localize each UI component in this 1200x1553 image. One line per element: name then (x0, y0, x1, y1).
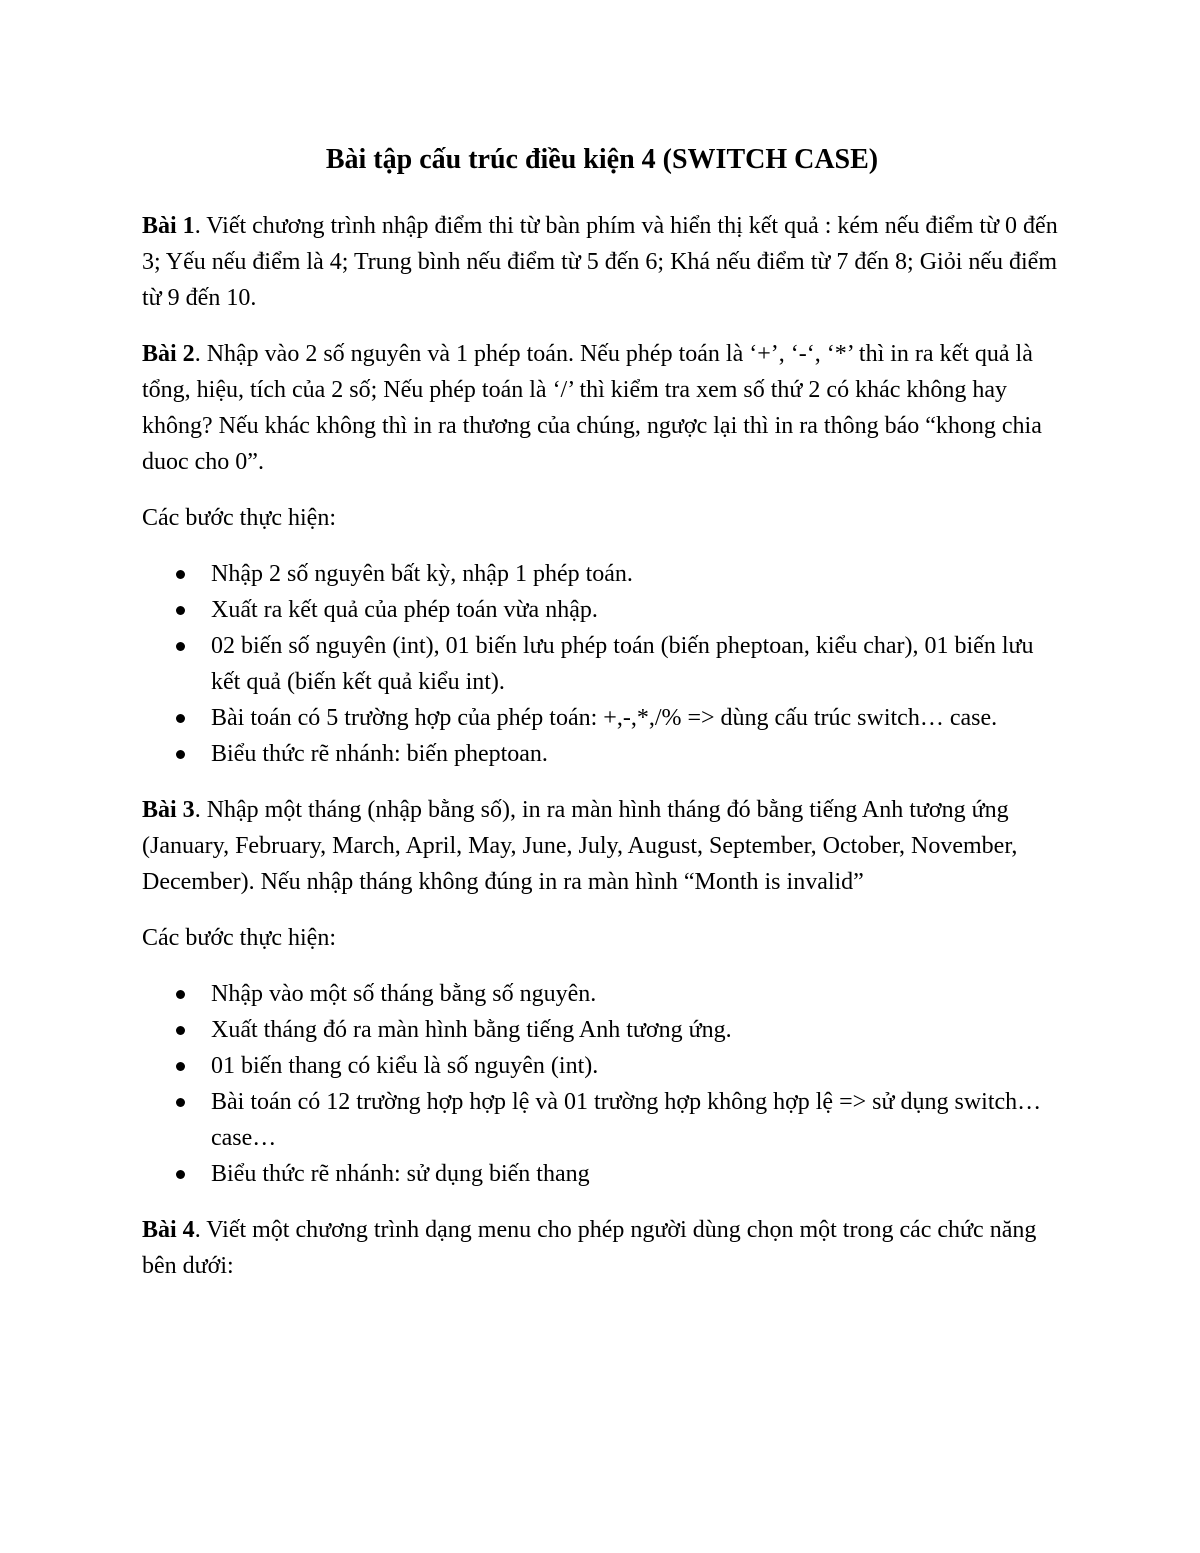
exercise-4-text: . Viết một chương trình dạng menu cho phép người dùng chọn một trong các chức năng bên dưới: (142, 1217, 1037, 1279)
bullet-icon (176, 1026, 185, 1035)
exercise-3-steps-heading: Các bước thực hiện: (142, 925, 336, 951)
list-item (142, 700, 1062, 736)
exercise-4 (142, 1212, 1062, 1284)
bullet-icon (176, 714, 185, 723)
bullet-icon (176, 750, 185, 759)
bullet-icon (176, 1098, 185, 1107)
exercise-3-steps-list (142, 976, 1062, 1192)
list-item-text: 02 biến số nguyên (int), 01 biến lưu phép toán (biến pheptoan, kiểu char), 01 biến lưu kết quả (biến kết quả kiểu int). (211, 633, 1034, 695)
exercise-2-label: Bài 2 (142, 341, 195, 367)
exercise-1-text: . Viết chương trình nhập điểm thi từ bàn phím và hiển thị kết quả : kém nếu điểm từ 0 đến 3; Yếu nếu điểm là 4; Trung bình nếu điểm từ 5 đến 6; Khá nếu điểm từ 7 đến 8; Giỏi nếu điểm từ 9 đến 10. (142, 213, 1058, 311)
list-item-text: Bài toán có 5 trường hợp của phép toán: +,-,*,/% => dùng cấu trúc switch… case. (211, 705, 998, 731)
list-item (142, 736, 1062, 772)
list-item (142, 592, 1062, 628)
exercise-1 (142, 208, 1062, 316)
list-item (142, 628, 1062, 700)
list-item-text: Nhập 2 số nguyên bất kỳ, nhập 1 phép toán. (211, 561, 633, 587)
page-title: Bài tập cấu trúc điều kiện 4 (SWITCH CASE) (325, 144, 879, 175)
list-item-text: Xuất ra kết quả của phép toán vừa nhập. (211, 597, 598, 623)
exercise-3-label: Bài 3 (142, 797, 195, 823)
exercise-2-steps-heading: Các bước thực hiện: (142, 505, 336, 531)
exercise-3-text: . Nhập một tháng (nhập bằng số), in ra màn hình tháng đó bằng tiếng Anh tương ứng (January, February, March, April, May, June, July, August, September, October, November, December). Nếu nhập tháng không đúng in ra màn hình “Month is invalid” (142, 797, 1018, 895)
list-item (142, 1156, 1062, 1192)
list-item (142, 1048, 1062, 1084)
exercise-4-label: Bài 4 (142, 1217, 195, 1243)
list-item-text: 01 biến thang có kiểu là số nguyên (int). (211, 1053, 599, 1079)
list-item (142, 1084, 1062, 1156)
exercise-2-steps-list (142, 556, 1062, 772)
list-item-text: Xuất tháng đó ra màn hình bằng tiếng Anh tương ứng. (211, 1017, 732, 1043)
list-item (142, 976, 1062, 1012)
bullet-icon (176, 606, 185, 615)
list-item-text: Biểu thức rẽ nhánh: sử dụng biến thang (211, 1161, 590, 1187)
bullet-icon (176, 1062, 185, 1071)
exercise-2-text: . Nhập vào 2 số nguyên và 1 phép toán. Nếu phép toán là ‘+’, ‘-‘, ‘*’ thì in ra kết quả là tổng, hiệu, tích của 2 số; Nếu phép toán là ‘/’ thì kiểm tra xem số thứ 2 có khác không hay không? Nếu khác không thì in ra thương của chúng, ngược lại thì in ra thông báo “khong chia duoc cho 0”. (142, 341, 1042, 475)
list-item-text: Nhập vào một số tháng bằng số nguyên. (211, 981, 597, 1007)
bullet-icon (176, 1170, 185, 1179)
list-item-text: Biểu thức rẽ nhánh: biến pheptoan. (211, 741, 548, 767)
bullet-icon (176, 570, 185, 579)
bullet-icon (176, 642, 185, 651)
exercise-1-label: Bài 1 (142, 213, 195, 239)
list-item (142, 556, 1062, 592)
exercise-2 (142, 336, 1062, 480)
list-item-text: Bài toán có 12 trường hợp hợp lệ và 01 trường hợp không hợp lệ => sử dụng switch…case… (211, 1089, 1042, 1151)
exercise-3 (142, 792, 1062, 900)
document-page (142, 128, 1062, 1304)
list-item (142, 1012, 1062, 1048)
bullet-icon (176, 990, 185, 999)
